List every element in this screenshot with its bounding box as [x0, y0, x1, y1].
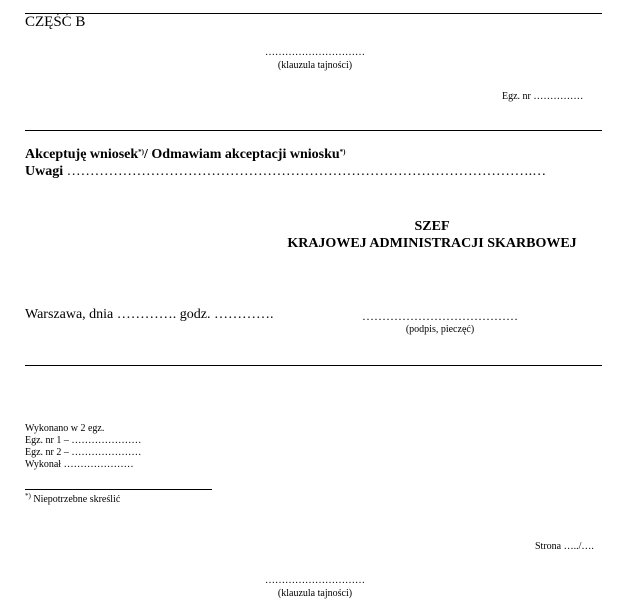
reject-option: Odmawiam akceptacji wniosku	[151, 147, 340, 162]
footnote	[25, 492, 120, 505]
copy2-label: Egz. nr 2 –	[25, 447, 69, 458]
accept-footnote-mark: *)	[138, 148, 145, 156]
authority-line1: SZEF	[414, 219, 450, 234]
made-by-line	[25, 459, 141, 471]
clause-bottom-label: (klauzula tajności)	[277, 588, 353, 599]
copy2-dots: …………………	[71, 447, 142, 458]
place-label: Warszawa, dnia	[25, 307, 114, 322]
header-rule	[25, 130, 602, 131]
page-value: …../….	[563, 541, 594, 552]
footnote-text: Niepotrzebne skreślić	[33, 494, 121, 505]
clause-bottom	[210, 574, 420, 600]
time-label: godz.	[179, 307, 211, 322]
clause-top-dots: …………………………	[265, 47, 365, 58]
copy1-label: Egz. nr 1 –	[25, 435, 69, 446]
copy1-dots: …………………	[71, 435, 142, 446]
section-title: CZĘŚĆ B	[25, 14, 86, 30]
copy-number-label: Egz. nr	[502, 91, 531, 102]
clause-bottom-dots: …………………………	[265, 575, 365, 586]
copy2-line	[25, 447, 141, 459]
footnote-rule	[25, 489, 212, 490]
top-rule	[25, 13, 602, 14]
signature-block	[340, 309, 540, 335]
execution-block	[25, 423, 141, 471]
made-by-dots: …………………	[63, 459, 134, 470]
copy-number-dots: ……………	[533, 91, 584, 102]
clause-top	[210, 46, 420, 72]
footnote-mark: *)	[25, 492, 31, 500]
signature-label: (podpis, pieczęć)	[405, 324, 475, 335]
place-date-line	[25, 307, 274, 323]
clause-top-label: (klauzula tajności)	[277, 60, 353, 71]
authority-line2: KRAJOWEJ ADMINISTRACJI SKARBOWEJ	[287, 236, 577, 251]
signature-dots: …………………………………	[362, 309, 518, 323]
time-dots: ………….	[214, 307, 274, 322]
reject-footnote-mark: *)	[339, 148, 346, 156]
decision-line	[25, 147, 345, 163]
executed-label: Wykonano w 2 egz.	[25, 423, 105, 434]
signature-rule	[25, 365, 602, 366]
remarks-label: Uwagi	[25, 164, 64, 179]
remarks-dots: ……………………………………………………………………………………….…	[66, 164, 547, 179]
accept-option: Akceptuję wniosek	[25, 147, 139, 162]
copy-number	[502, 91, 583, 102]
copy1-line	[25, 435, 141, 447]
page-label: Strona	[535, 541, 562, 552]
remarks-line	[25, 164, 605, 180]
date-dots: ………….	[116, 307, 177, 322]
option-separator: /	[144, 147, 152, 162]
authority-block	[262, 218, 602, 252]
made-by-label: Wykonał	[25, 459, 62, 470]
page-number	[535, 541, 594, 552]
